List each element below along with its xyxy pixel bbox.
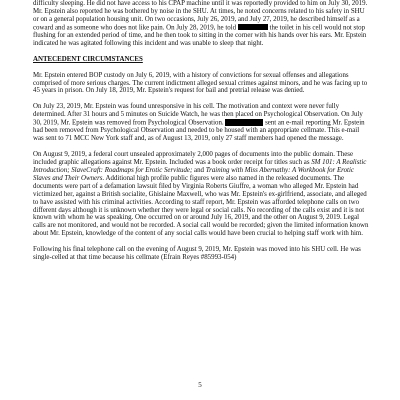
- paragraph-text: On July 23, 2019, Mr. Epstein was found unresponsive in his cell. The motivation and context were never fully determined. After 31 hours and 5 minutes on Suicide Watch, he was then placed on Psychological Observation. On July 30, 2019, Mr. Epstein was removed from Psychological Observation.: [33, 103, 363, 127]
- book-title: Training with Miss Abernathy: A Workbook for Erotic Slaves and Their Owners.: [33, 166, 354, 182]
- section-heading: ANTECEDENT CIRCUMSTANCES: [33, 55, 143, 63]
- paragraph-unsealed-documents: [33, 151, 371, 238]
- paragraph-text: and: [192, 166, 206, 174]
- paragraph-text: Additional high profile public figures were also named in the released documents. The documents were part of a defamation lawsuit filed by Virginia Roberts Giuffre, a woman who alleged Mr. Epstein had victimized her, against a British socialite, Ghislaine Maxwell, who was Mr. Epstein's ex-girlfriend, associate, and alleged to have assisted with his criminal activities. According to staff report, Mr. Epstein was afforded telephone calls on two different days although it is unknown whether they were legal or social calls. No recording of the calls exist and it is not known with whom he was speaking. One occurred on or around July 16, 2019, and the other on August 9, 2019. Legal calls are not monitored, and would not be recorded. A social call would be recorded; given the limited information known about Mr. Epstein, knowledge of the content of any social calls would have been crucial to helping staff work with him.: [33, 174, 369, 238]
- paragraph-text: On August 9, 2019, a federal court unsealed approximately 2,000 pages of documents into the public domain. These included graphic allegations against Mr. Epstein. Included was a book order receipt for titles such as: [33, 151, 354, 167]
- book-title: SM 101: A Realistic Introduction; SlaveCraft: Roadmaps for Erotic Servitude;: [33, 159, 367, 174]
- paragraph-sleep-difficulty: [33, 0, 371, 48]
- redaction-block: [238, 24, 268, 31]
- paragraph-final-call: Following his final telephone call on the evening of August 9, 2019, Mr. Epstein was moved into his SHU cell. He was single-celled at that time because his cellmate (Efrain Reyes #85993-054): [33, 246, 361, 261]
- page-number: 5: [198, 381, 202, 389]
- document-body: [33, 0, 371, 270]
- paragraph-text: sent an e-mail reporting Mr. Epstein had been removed from Psychological Observation and needed to be housed with an appropriate cellmate. This e-mail was sent to 71 MCC New York staff and, as of August 13, 2019, only 27 staff members had opened the message.: [33, 119, 365, 143]
- redaction-block: [225, 119, 263, 126]
- paragraph-custody: Mr. Epstein entered BOP custody on July 6, 2019, with a history of convictions for sexual offenses and allegations comprised of more serious charges. The current indictment alleged sexual crimes against minors, and he was facing up to 45 years in prison. On July 18, 2019, Mr. Epstein's request for bail and pretrial release was denied.: [33, 71, 368, 95]
- paragraph-text: difficulty sleeping. He did not have access to his CPAP machine until it was reportedly provided to him on July 30, 2019. Mr. Epstein also reported he was bothered by noise in the SHU. At times, he noted concerns related to his safety in SHU or on a general population housing unit. On two occasions, July 26, 2019, and July 27, 2019, he described himself as a coward and as someone who does not like pain. On July 28, 2019, he told: [33, 0, 368, 32]
- paragraph-unresponsive: [33, 103, 371, 143]
- paragraph-text: the toilet in his cell would not stop flushing for an extended period of time, and he then took to sitting in the corner with his hands over his ears. Mr. Epstein indicated he was agitated following this incident and was unable to sleep that night.: [33, 24, 367, 48]
